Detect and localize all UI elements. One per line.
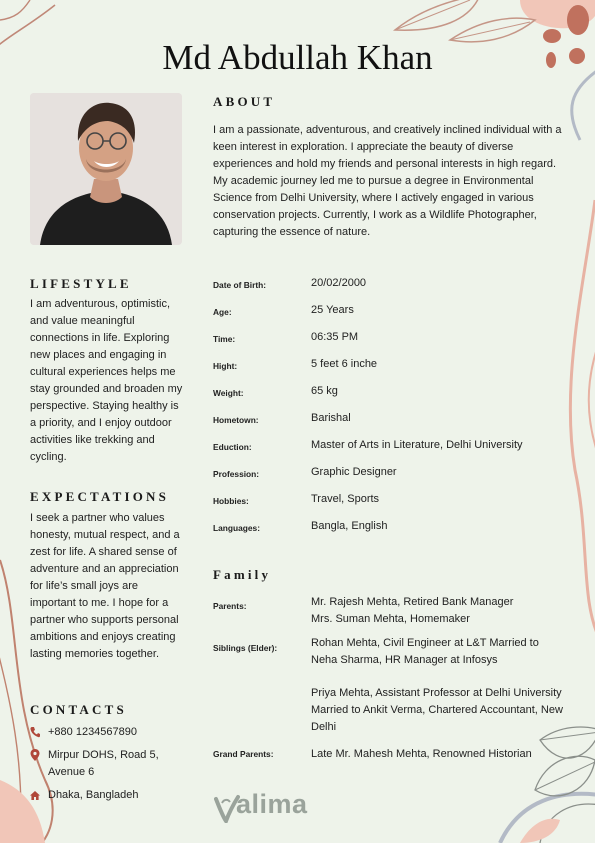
candidate-name: Md Abdullah Khan [162,38,433,77]
location-pin-icon [30,749,40,761]
phone-icon [30,726,40,738]
detail-label: Eduction: [213,442,252,452]
detail-label: Profession: [213,469,260,479]
grand-parents-label: Grand Parents: [213,749,274,759]
sibling-2: Priya Mehta, Assistant Professor at Delhi University Married to Ankit Verma, Chartered Accountant, New Delhi [311,687,563,733]
phone-text: +880 1234567890 [48,726,138,738]
expectations-text: I seek a partner who values honesty, mutual respect, and a zest for life. A shared sense of adventure and an appreciation for life’s small joys are important to me. I hope for a partner who supports personal ambitions and enjoys creating lasting memories together. [30,512,180,660]
parents-line-1: Mr. Rajesh Mehta, Retired Bank Manager [311,596,514,608]
brand-logo [214,789,354,823]
detail-value: Graphic Designer [311,466,397,478]
detail-value: 65 kg [311,385,338,397]
home-icon [30,789,40,801]
detail-label: Weight: [213,388,244,398]
detail-label: Hight: [213,361,238,371]
parents-label: Parents: [213,601,247,611]
city-text: Dhaka, Bangladeh [48,789,139,801]
detail-value: 20/02/2000 [311,277,367,289]
logo-wordmark: alima [236,789,308,819]
lifestyle-heading: LIFESTYLE [30,276,132,291]
siblings-label: Siblings (Elder): [213,643,278,653]
lifestyle-text: I am adventurous, optimistic, and value meaningful connections in life. Exploring new places and engaging in cultural experiences helps me stay grounded and broaden my perspective. Staying healthy is a priority, and I enjoy outdoor activities like trekking and cycling. [30,298,183,463]
grand-parents-value: Late Mr. Mahesh Mehta, Renowned Historian [311,748,532,760]
contacts-heading: CONTACTS [30,702,127,717]
detail-value: Bangla, English [311,520,388,532]
parents-line-2: Mrs. Suman Mehta, Homemaker [311,613,470,625]
detail-label: Languages: [213,523,260,533]
detail-value: 06:35 PM [311,331,359,343]
detail-label: Hobbies: [213,496,249,506]
detail-label: Hometown: [213,415,259,425]
detail-label: Date of Birth: [213,280,267,290]
detail-value: 25 Years [311,304,354,316]
detail-value: Travel, Sports [311,493,380,505]
about-heading: ABOUT [213,94,276,109]
detail-label: Time: [213,334,236,344]
profile-photo [30,93,182,245]
about-text: I am a passionate, adventurous, and creatively inclined individual with a keen interest in exploration. I appreciate the beauty of diverse experiences and hold my friends and personal interests in high regard. My academic journey led me to pursue a degree in Environmental Science from Delhi University, where I actively engaged in various conservation projects. Currently, I work as a Wildlife Photographer, capturing the essence of nature. [213,124,562,238]
address-text: Mirpur DOHS, Road 5, Avenue 6 [48,749,159,778]
sibling-1: Rohan Mehta, Civil Engineer at L&T Married to Neha Sharma, HR Manager at Infosys [311,637,539,666]
detail-value: 5 feet 6 inche [311,358,378,370]
detail-value: Master of Arts in Literature, Delhi University [311,439,523,451]
detail-value: Barishal [311,412,351,424]
detail-label: Age: [213,307,232,317]
expectations-heading: EXPECTATIONS [30,489,170,504]
family-heading: Family [213,567,272,582]
